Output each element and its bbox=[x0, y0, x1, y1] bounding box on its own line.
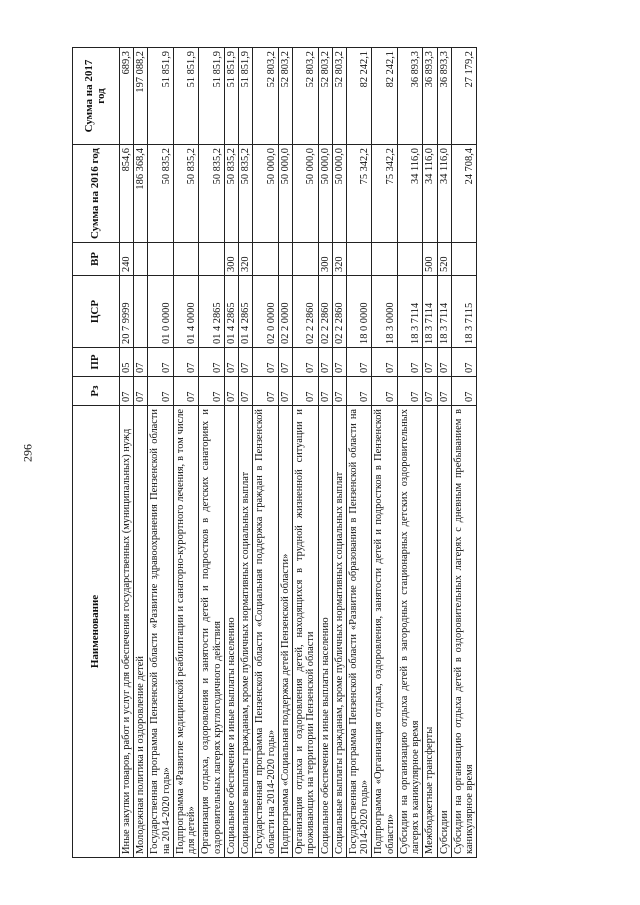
cell-sum-2016: 50 000,0 bbox=[293, 145, 318, 243]
cell-rz: 07 bbox=[278, 377, 292, 406]
cell-pr: 05 bbox=[120, 348, 134, 377]
cell-pr: 07 bbox=[397, 348, 422, 377]
cell-vr: 300 bbox=[224, 243, 238, 276]
cell-vr bbox=[253, 243, 278, 276]
page-number: 296 bbox=[20, 444, 35, 462]
cell-rz: 07 bbox=[173, 377, 198, 406]
cell-sum-2017: 27 179,2 bbox=[451, 48, 476, 145]
cell-sum-2017: 51 851,9 bbox=[173, 48, 198, 145]
cell-pr: 07 bbox=[332, 348, 346, 377]
rotated-table-wrapper bbox=[72, 48, 580, 858]
cell-vr bbox=[148, 243, 173, 276]
cell-sum-2016: 50 000,0 bbox=[318, 145, 332, 243]
cell-pr: 07 bbox=[318, 348, 332, 377]
cell-rz: 07 bbox=[120, 377, 134, 406]
cell-sum-2016: 50 835,2 bbox=[148, 145, 173, 243]
cell-rz: 07 bbox=[332, 377, 346, 406]
cell-csr: 02 2 2860 bbox=[318, 276, 332, 348]
cell-name: Государственная программа Пензенской области «Развитие образования в Пензенской области на 2014-2020 годы» bbox=[346, 406, 371, 858]
cell-sum-2016: 50 000,0 bbox=[278, 145, 292, 243]
header-pr: ПР bbox=[73, 348, 120, 377]
cell-sum-2016: 186 368,4 bbox=[134, 145, 148, 243]
cell-csr: 01 0 0000 bbox=[148, 276, 173, 348]
cell-vr: 500 bbox=[423, 243, 437, 276]
cell-sum-2017: 52 803,2 bbox=[318, 48, 332, 145]
cell-rz: 07 bbox=[437, 377, 451, 406]
table-row bbox=[134, 48, 148, 858]
cell-pr: 07 bbox=[278, 348, 292, 377]
table-row bbox=[346, 48, 371, 858]
cell-csr: 01 4 2865 bbox=[199, 276, 224, 348]
cell-rz: 07 bbox=[224, 377, 238, 406]
cell-sum-2017: 52 803,2 bbox=[278, 48, 292, 145]
cell-sum-2017: 36 893,3 bbox=[437, 48, 451, 145]
cell-rz: 07 bbox=[346, 377, 371, 406]
cell-vr bbox=[199, 243, 224, 276]
cell-name: Молодежная политика и оздоровление детей bbox=[134, 406, 148, 858]
table-row bbox=[437, 48, 451, 858]
cell-name: Подпрограмма «Организация отдыха, оздоровления, занятости детей и подростков в Пензенской области» bbox=[372, 406, 397, 858]
cell-vr: 520 bbox=[437, 243, 451, 276]
cell-sum-2016: 50 835,2 bbox=[224, 145, 238, 243]
cell-name: Подпрограмма «Развитие медицинской реабилитации и санаторно-курортного лечения, в том числе для детей» bbox=[173, 406, 198, 858]
cell-sum-2016: 50 835,2 bbox=[239, 145, 253, 243]
header-vr: ВР bbox=[73, 243, 120, 276]
table-row bbox=[293, 48, 318, 858]
cell-rz: 07 bbox=[239, 377, 253, 406]
cell-csr bbox=[134, 276, 148, 348]
cell-sum-2017: 36 893,3 bbox=[397, 48, 422, 145]
cell-sum-2016: 50 835,2 bbox=[173, 145, 198, 243]
cell-vr bbox=[278, 243, 292, 276]
cell-rz: 07 bbox=[293, 377, 318, 406]
cell-csr: 18 3 7114 bbox=[423, 276, 437, 348]
table-row bbox=[318, 48, 332, 858]
cell-name: Государственная программа Пензенской области «Социальная поддержка граждан в Пензенской области на 2014-2020 годы» bbox=[253, 406, 278, 858]
cell-sum-2016: 34 116,0 bbox=[397, 145, 422, 243]
cell-name: Субсидии на организацию отдыха детей в загородных стационарных детских оздоровительных лагерях в каникулярное время bbox=[397, 406, 422, 858]
cell-vr: 300 bbox=[318, 243, 332, 276]
cell-vr bbox=[134, 243, 148, 276]
cell-sum-2017: 51 851,9 bbox=[239, 48, 253, 145]
cell-rz: 07 bbox=[134, 377, 148, 406]
cell-csr: 18 0 0000 bbox=[346, 276, 371, 348]
table-row bbox=[199, 48, 224, 858]
cell-csr: 02 2 0000 bbox=[278, 276, 292, 348]
cell-sum-2017: 52 803,2 bbox=[332, 48, 346, 145]
cell-name: Межбюджетные трансферты bbox=[423, 406, 437, 858]
header-sum-2017: Сумма на 2017 год bbox=[73, 48, 120, 145]
cell-vr bbox=[173, 243, 198, 276]
budget-table bbox=[72, 47, 477, 858]
cell-csr: 01 4 2865 bbox=[239, 276, 253, 348]
table-row bbox=[120, 48, 134, 858]
cell-sum-2017: 52 803,2 bbox=[253, 48, 278, 145]
cell-pr: 07 bbox=[293, 348, 318, 377]
cell-csr: 18 3 7114 bbox=[397, 276, 422, 348]
table-row bbox=[397, 48, 422, 858]
table-body bbox=[120, 48, 477, 858]
cell-sum-2016: 75 342,2 bbox=[346, 145, 371, 243]
cell-vr bbox=[372, 243, 397, 276]
cell-csr: 02 0 0000 bbox=[253, 276, 278, 348]
cell-name: Организация отдыха, оздоровления и занятости детей и подростков в детских санаториях и оздоровительных лагерях круглогодичного действия bbox=[199, 406, 224, 858]
cell-vr: 240 bbox=[120, 243, 134, 276]
cell-name: Иные закупки товаров, работ и услуг для обеспечения государственных (муниципальных) нужд bbox=[120, 406, 134, 858]
cell-rz: 07 bbox=[372, 377, 397, 406]
table-row bbox=[372, 48, 397, 858]
header-csr: ЦСР bbox=[73, 276, 120, 348]
cell-name: Социальные выплаты гражданам, кроме публичных нормативных социальных выплат bbox=[332, 406, 346, 858]
table-header-row bbox=[73, 48, 120, 858]
cell-sum-2017: 51 851,9 bbox=[224, 48, 238, 145]
cell-name: Социальные выплаты гражданам, кроме публичных нормативных социальных выплат bbox=[239, 406, 253, 858]
cell-sum-2017: 51 851,9 bbox=[199, 48, 224, 145]
cell-pr: 07 bbox=[346, 348, 371, 377]
table-row bbox=[278, 48, 292, 858]
cell-pr: 07 bbox=[239, 348, 253, 377]
cell-pr: 07 bbox=[199, 348, 224, 377]
table-row bbox=[224, 48, 238, 858]
header-rz: Рз bbox=[73, 377, 120, 406]
cell-name: Субсидии bbox=[437, 406, 451, 858]
cell-pr: 07 bbox=[134, 348, 148, 377]
table-row bbox=[173, 48, 198, 858]
cell-csr: 18 3 0000 bbox=[372, 276, 397, 348]
cell-csr: 02 2 2860 bbox=[293, 276, 318, 348]
cell-vr: 320 bbox=[239, 243, 253, 276]
table-row bbox=[423, 48, 437, 858]
cell-pr: 07 bbox=[372, 348, 397, 377]
cell-name: Организация отдыха и оздоровления детей, находящихся в трудной жизненной ситуации и проживающих на территории Пензенской области bbox=[293, 406, 318, 858]
cell-vr bbox=[451, 243, 476, 276]
cell-rz: 07 bbox=[148, 377, 173, 406]
cell-sum-2017: 36 893,3 bbox=[423, 48, 437, 145]
cell-rz: 07 bbox=[318, 377, 332, 406]
cell-csr: 18 3 7115 bbox=[451, 276, 476, 348]
cell-name: Субсидии на организацию отдыха детей в оздоровительных лагерях с дневным пребыванием в каникулярное время bbox=[451, 406, 476, 858]
cell-name: Социальное обеспечение и иные выплаты населению bbox=[318, 406, 332, 858]
cell-pr: 07 bbox=[451, 348, 476, 377]
cell-sum-2016: 24 708,4 bbox=[451, 145, 476, 243]
cell-sum-2017: 52 803,2 bbox=[293, 48, 318, 145]
cell-sum-2017: 82 242,1 bbox=[372, 48, 397, 145]
cell-csr: 01 4 2865 bbox=[224, 276, 238, 348]
cell-csr: 02 2 2860 bbox=[332, 276, 346, 348]
cell-sum-2017: 689,3 bbox=[120, 48, 134, 145]
cell-vr bbox=[397, 243, 422, 276]
cell-rz: 07 bbox=[199, 377, 224, 406]
cell-rz: 07 bbox=[423, 377, 437, 406]
header-name: Наименование bbox=[73, 406, 120, 858]
cell-sum-2017: 197 088,2 bbox=[134, 48, 148, 145]
cell-sum-2016: 34 116,0 bbox=[437, 145, 451, 243]
cell-rz: 07 bbox=[451, 377, 476, 406]
cell-pr: 07 bbox=[253, 348, 278, 377]
cell-name: Государственная программа Пензенской области «Развитие здравоохранения Пензенской области на 2014-2020 годы» bbox=[148, 406, 173, 858]
cell-vr bbox=[346, 243, 371, 276]
table-row bbox=[148, 48, 173, 858]
table-row bbox=[451, 48, 476, 858]
cell-sum-2016: 34 116,0 bbox=[423, 145, 437, 243]
table-row bbox=[253, 48, 278, 858]
cell-pr: 07 bbox=[224, 348, 238, 377]
header-sum-2016: Сумма на 2016 год bbox=[73, 145, 120, 243]
cell-csr: 20 7 9999 bbox=[120, 276, 134, 348]
cell-rz: 07 bbox=[397, 377, 422, 406]
cell-csr: 18 3 7114 bbox=[437, 276, 451, 348]
cell-vr bbox=[293, 243, 318, 276]
cell-pr: 07 bbox=[437, 348, 451, 377]
cell-sum-2016: 50 000,0 bbox=[253, 145, 278, 243]
cell-sum-2016: 50 835,2 bbox=[199, 145, 224, 243]
cell-rz: 07 bbox=[253, 377, 278, 406]
table-row bbox=[239, 48, 253, 858]
cell-csr: 01 4 0000 bbox=[173, 276, 198, 348]
cell-sum-2017: 51 851,9 bbox=[148, 48, 173, 145]
table-row bbox=[332, 48, 346, 858]
cell-name: Подпрограмма «Социальная поддержка детей Пензенской области» bbox=[278, 406, 292, 858]
cell-sum-2016: 50 000,0 bbox=[332, 145, 346, 243]
cell-sum-2017: 82 242,1 bbox=[346, 48, 371, 145]
cell-pr: 07 bbox=[148, 348, 173, 377]
cell-vr: 320 bbox=[332, 243, 346, 276]
cell-pr: 07 bbox=[173, 348, 198, 377]
cell-name: Социальное обеспечение и иные выплаты населению bbox=[224, 406, 238, 858]
cell-pr: 07 bbox=[423, 348, 437, 377]
cell-sum-2016: 75 342,2 bbox=[372, 145, 397, 243]
cell-sum-2016: 854,6 bbox=[120, 145, 134, 243]
